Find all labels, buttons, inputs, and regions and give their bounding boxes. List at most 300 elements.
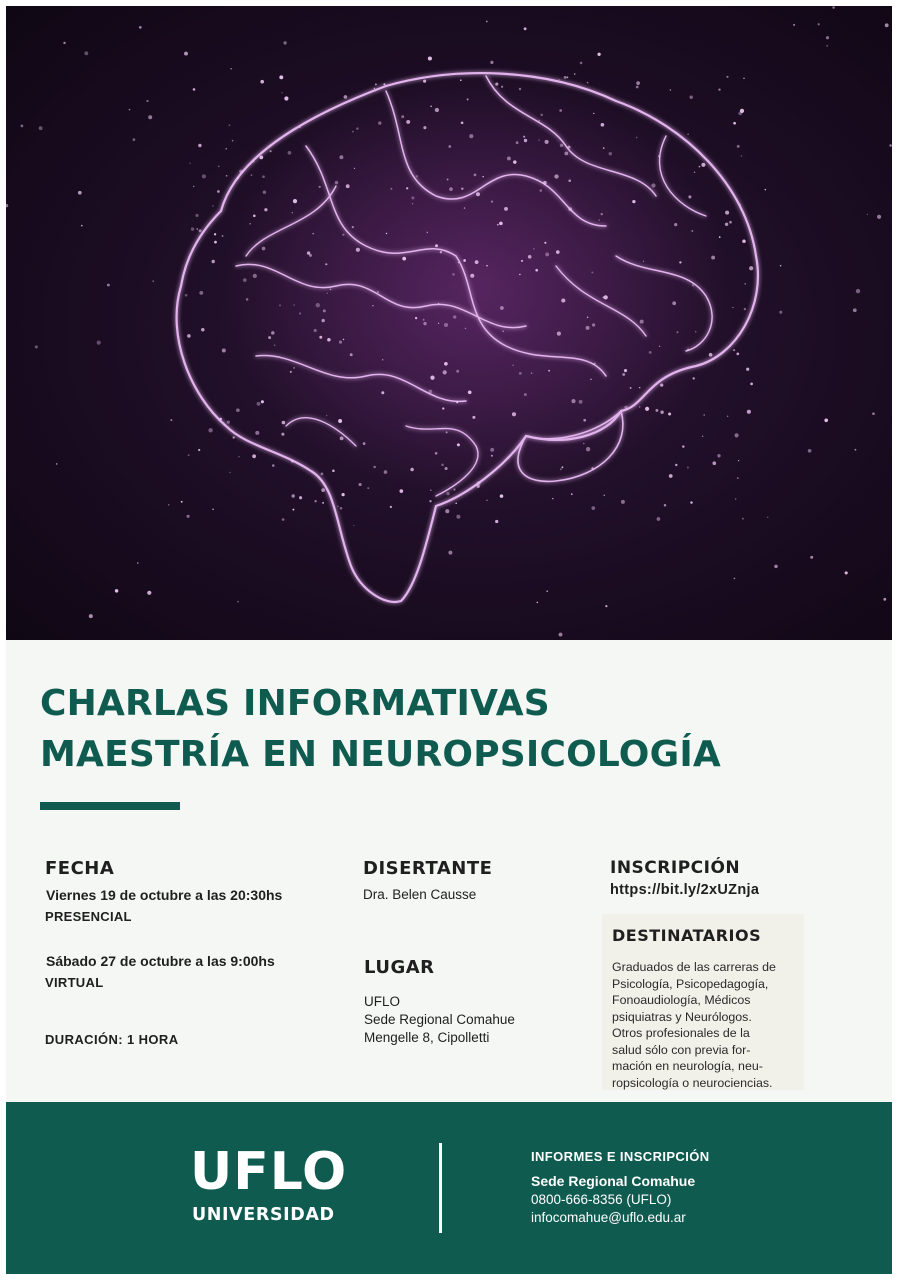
footer-email[interactable]: infocomahue@uflo.edu.ar <box>531 1210 686 1225</box>
sparkle-dot <box>733 122 736 125</box>
sparkle-dot <box>609 152 612 155</box>
sparkle-dot <box>482 176 484 178</box>
sparkle-dot <box>571 493 573 495</box>
sparkle-dot <box>350 353 353 356</box>
sparkle-dot <box>636 137 638 139</box>
sparkle-dot <box>556 250 560 254</box>
footer-sede: Sede Regional Comahue <box>531 1173 696 1189</box>
sparkle-dot <box>343 339 345 341</box>
sparkle-dot <box>63 42 65 44</box>
sparkle-dot <box>643 261 644 262</box>
sparkle-dot <box>477 481 481 485</box>
destinatarios-line: Otros profesionales de la <box>612 1026 750 1040</box>
sparkle-dot <box>605 605 607 607</box>
sparkle-dot <box>853 308 857 312</box>
sparkle-dot <box>539 189 542 192</box>
sparkle-dot <box>412 203 413 204</box>
sparkle-dot <box>170 419 172 421</box>
sparkle-dot <box>339 155 343 159</box>
sparkle-dot <box>548 370 550 372</box>
sparkle-dot <box>78 191 82 195</box>
sparkle-dot <box>263 191 266 194</box>
sparkle-dot <box>152 280 154 282</box>
sparkle-dot <box>486 500 487 501</box>
sparkle-dot <box>703 414 705 416</box>
sparkle-dot <box>427 232 429 234</box>
sparkle-dot <box>639 387 641 389</box>
sparkle-dot <box>382 359 384 361</box>
sparkle-dot <box>877 215 881 219</box>
sparkle-dot <box>690 501 692 503</box>
sparkle-dot <box>664 504 667 507</box>
lugar-line-2: Sede Regional Comahue <box>364 1012 515 1027</box>
sparkle-dot <box>467 98 469 100</box>
sparkle-dot <box>218 165 220 167</box>
sparkle-dot <box>148 115 152 119</box>
sparkle-dot <box>342 234 344 236</box>
sparkle-dot <box>316 303 320 307</box>
sparkle-dot <box>475 260 479 264</box>
sparkle-dot <box>212 508 214 510</box>
sparkle-dot <box>284 96 288 100</box>
sparkle-dot <box>327 338 331 342</box>
sparkle-dot <box>386 233 387 234</box>
lugar-line-1: UFLO <box>364 994 401 1009</box>
sparkle-dot <box>456 515 460 519</box>
sparkle-dot <box>399 489 403 493</box>
sparkle-dot <box>319 186 321 188</box>
sparkle-dot <box>375 83 377 85</box>
sparkle-dot <box>524 393 527 396</box>
sparkle-dot <box>453 489 455 491</box>
sparkle-dot <box>217 190 220 193</box>
sparkle-dot <box>184 52 188 56</box>
sparkle-dot <box>230 68 231 69</box>
sparkle-dot <box>332 470 335 473</box>
sparkle-dot <box>196 228 198 230</box>
sparkle-dot <box>455 503 457 505</box>
sparkle-dot <box>692 284 694 286</box>
sparkle-dot <box>239 170 243 174</box>
sparkle-dot <box>415 317 417 319</box>
sparkle-dot <box>312 233 314 235</box>
sparkle-dot <box>461 188 463 190</box>
sparkle-dot <box>390 506 392 508</box>
sparkle-dot <box>826 36 829 39</box>
sparkle-dot <box>35 345 38 348</box>
disertante-heading: DISERTANTE <box>363 858 493 879</box>
sparkle-dot <box>291 494 294 497</box>
sparkle-dot <box>378 121 381 124</box>
sparkle-dot <box>472 416 475 419</box>
sparkle-dot <box>383 83 385 85</box>
sparkle-dot <box>344 95 348 99</box>
brain-cerebellum <box>518 411 623 481</box>
sparkle-dot <box>261 400 264 403</box>
footer-phone[interactable]: 0800-666-8356 (UFLO) <box>531 1192 672 1207</box>
sparkle-dot <box>137 562 139 564</box>
sparkle-dot <box>279 304 281 306</box>
sparkle-dot <box>202 174 206 178</box>
sparkle-dot <box>655 409 658 412</box>
lugar-line-3: Mengelle 8, Cipolletti <box>364 1030 490 1045</box>
sparkle-dot <box>513 160 516 163</box>
sparkle-dot <box>429 500 431 502</box>
sparkle-dot <box>490 448 494 452</box>
sparkle-dot <box>237 177 239 179</box>
sparkle-dot <box>270 150 272 152</box>
sparkle-dot <box>465 328 467 330</box>
sparkle-dot <box>564 152 568 156</box>
sparkle-dot <box>352 226 354 228</box>
sparkle-dot <box>222 349 226 353</box>
sparkle-dot <box>199 291 203 295</box>
sparkle-dot <box>512 365 513 366</box>
sparkle-dot <box>740 109 744 113</box>
title-underline-bar <box>40 802 180 810</box>
fecha-date-2: Sábado 27 de octubre a las 9:00hs <box>46 953 275 969</box>
sparkle-dot <box>291 460 294 463</box>
sparkle-dot <box>238 456 239 457</box>
destinatarios-line: psiquiatras y Neurólogos. <box>612 1009 752 1024</box>
sparkle-dot <box>262 175 265 178</box>
sparkle-dot <box>449 187 453 191</box>
sparkle-dot <box>428 56 432 60</box>
sparkle-dot <box>443 370 447 374</box>
sparkle-dot <box>571 399 575 403</box>
sparkle-dot <box>632 200 635 203</box>
sparkle-dot <box>495 520 498 523</box>
sparkle-dot <box>580 62 583 65</box>
sparkle-dot <box>593 113 594 114</box>
sparkle-dot <box>299 496 302 499</box>
sparkle-dot <box>321 473 324 476</box>
sparkle-dot <box>444 323 448 327</box>
poster-title <box>40 678 721 780</box>
sparkle-dot <box>558 79 559 80</box>
sparkle-dot <box>512 412 516 416</box>
sparkle-dot <box>319 336 322 339</box>
sparkle-dot <box>323 309 326 312</box>
sparkle-dot <box>568 207 572 211</box>
sparkle-dot <box>742 518 744 520</box>
sparkle-dot <box>591 506 595 510</box>
sparkle-dot <box>507 156 511 160</box>
sparkle-dot <box>452 273 454 275</box>
sparkle-dot <box>501 86 503 88</box>
sparkle-dot <box>491 455 493 457</box>
sparkle-dot <box>374 88 375 89</box>
sparkle-dot <box>21 125 24 128</box>
sparkle-dot <box>214 241 217 244</box>
sparkle-dot <box>314 329 317 332</box>
sparkle-dot <box>889 144 892 147</box>
sparkle-dot <box>779 311 782 314</box>
sparkle-dot <box>599 219 600 220</box>
destinatarios-text <box>612 959 776 1091</box>
sparkle-dot <box>658 155 660 157</box>
sparkle-dot <box>519 372 522 375</box>
sparkle-dot <box>293 199 297 203</box>
sparkle-dot <box>747 410 751 414</box>
sparkle-dot <box>500 306 504 310</box>
sparkle-dot <box>538 120 539 121</box>
sparkle-dot <box>561 466 563 468</box>
sparkle-dot <box>590 379 591 380</box>
sparkle-dot <box>660 411 663 414</box>
sparkle-dot <box>402 257 406 261</box>
sparkle-dot <box>624 406 627 409</box>
sparkle-dot <box>251 174 253 176</box>
sparkle-dot <box>559 633 563 637</box>
sparkle-dot <box>603 147 605 149</box>
sparkle-dot <box>372 305 373 306</box>
sparkle-dot <box>486 21 488 23</box>
fecha-heading: FECHA <box>45 858 115 879</box>
sparkle-dot <box>630 387 632 389</box>
sparkle-dot <box>253 274 257 278</box>
sparkle-dot <box>438 303 439 304</box>
sparkle-dot <box>262 247 266 251</box>
destinatarios-line: ropsicología o neurociencias. <box>612 1075 773 1090</box>
sparkle-dot <box>749 266 753 270</box>
sparkle-dot <box>185 294 188 297</box>
sparkle-dot <box>97 341 101 345</box>
sparkle-dot <box>438 323 439 324</box>
sparkle-dot <box>845 571 848 574</box>
sparkle-dot <box>533 248 534 249</box>
sparkle-dot <box>282 421 286 425</box>
sparkle-dot <box>81 225 83 227</box>
sparkle-dot <box>725 211 729 215</box>
sparkle-dot <box>469 134 473 138</box>
sparkle-dot <box>583 419 586 422</box>
sparkle-dot <box>430 105 432 107</box>
sparkle-dot <box>477 485 480 488</box>
sparkle-dot <box>719 236 721 238</box>
destinatarios-line: Graduados de las carreras de <box>612 960 776 974</box>
sparkle-dot <box>622 373 625 376</box>
sparkle-dot <box>435 244 438 247</box>
sparkle-dot <box>601 123 605 127</box>
sparkle-dot <box>725 223 728 226</box>
sparkle-dot <box>352 131 354 133</box>
sparkle-dot <box>568 146 571 149</box>
sparkle-dot <box>743 78 745 80</box>
sparkle-dot <box>441 463 444 466</box>
sparkle-dot <box>810 556 813 559</box>
sparkle-dot <box>222 235 224 237</box>
sparkle-dot <box>199 229 202 232</box>
sparkle-dot <box>470 274 474 278</box>
sparkle-dot <box>354 168 355 169</box>
brain-illustration <box>6 6 892 640</box>
sparkle-dot <box>574 73 576 75</box>
sparkle-dot <box>740 204 742 206</box>
sparkle-dot <box>560 144 563 147</box>
sparkle-dot <box>854 449 856 451</box>
sparkle-dot <box>872 412 875 415</box>
sparkle-dot <box>461 121 464 124</box>
sparkle-dot <box>335 181 339 185</box>
destinatarios-line: Fonoaudiología, Médicos <box>612 993 751 1007</box>
sparkle-dot <box>717 454 720 457</box>
sparkle-dot <box>314 500 316 502</box>
sparkle-dot <box>279 75 283 79</box>
sparkle-dot <box>322 502 324 504</box>
sparkle-dot <box>885 23 889 27</box>
sparkle-dot <box>257 402 261 406</box>
sparkle-dot <box>687 466 689 468</box>
sparkle-dot <box>597 53 600 56</box>
sparkle-dot <box>543 181 547 185</box>
sparkle-dot <box>381 391 384 394</box>
sparkle-dot <box>129 109 131 111</box>
sparkle-dot <box>711 256 715 260</box>
sparkle-dot <box>676 331 678 333</box>
sparkle-dot <box>544 242 546 244</box>
sparkle-dot <box>660 383 663 386</box>
sparkle-dot <box>651 183 655 187</box>
sparkle-dot <box>675 464 677 466</box>
sparkle-dot <box>568 179 571 182</box>
sparkle-dot <box>212 205 214 207</box>
sparkle-dot <box>682 445 684 447</box>
sparkle-dot <box>440 251 442 253</box>
sparkle-dot <box>220 418 222 420</box>
sparkle-dot <box>363 442 366 445</box>
destinatarios-heading: DESTINATARIOS <box>612 926 762 945</box>
sparkle-dot <box>283 41 286 44</box>
sparkle-dot <box>435 452 438 455</box>
footer-divider <box>439 1143 442 1233</box>
sparkle-dot <box>709 353 713 357</box>
sparkle-dot <box>229 472 230 473</box>
sparkle-dot <box>339 341 342 344</box>
sparkle-dot <box>272 464 275 467</box>
sparkle-dot <box>657 517 661 521</box>
sparkle-dot <box>495 83 498 86</box>
sparkle-dot <box>187 515 190 518</box>
destinatarios-line: Psicología, Psicopedagogía, <box>612 976 769 991</box>
sparkle-dot <box>445 509 449 513</box>
sparkle-dot <box>448 551 452 555</box>
sparkle-dot <box>195 214 198 217</box>
sparkle-dot <box>198 144 201 147</box>
sparkle-dot <box>528 255 532 259</box>
sparkle-dot <box>253 215 256 218</box>
sparkle-dot <box>734 578 736 580</box>
sparkle-dot <box>198 449 200 451</box>
sparkle-dot <box>259 156 263 160</box>
sparkle-dot <box>253 160 255 162</box>
sparkle-dot <box>587 317 589 319</box>
sparkle-dot <box>519 274 520 275</box>
sparkle-dot <box>732 307 733 308</box>
sparkle-dot <box>586 326 590 330</box>
sparkle-dot <box>226 175 228 177</box>
sparkle-dot <box>446 431 448 433</box>
sparkle-dot <box>679 261 681 263</box>
sparkle-dot <box>340 437 344 441</box>
sparkle-dot <box>330 289 332 291</box>
sparkle-dot <box>832 6 835 9</box>
sparkle-dot <box>490 61 493 64</box>
sparkle-dot <box>521 260 523 262</box>
sparkle-dot <box>246 298 249 301</box>
sparkle-dot <box>281 92 282 93</box>
sparkle-dot <box>453 315 456 318</box>
sparkle-dot <box>670 89 671 90</box>
sparkle-dot <box>191 227 194 230</box>
sparkle-dot <box>232 140 234 142</box>
sparkle-dot <box>341 493 344 496</box>
inscripcion-link[interactable]: https://bit.ly/2xUZnja <box>610 882 760 898</box>
sparkle-dot <box>181 501 183 503</box>
sparkle-dot <box>624 369 627 372</box>
sparkle-dot <box>594 363 596 365</box>
sparkle-dot <box>457 443 460 446</box>
title-line-1: CHARLAS INFORMATIVAS <box>40 683 550 724</box>
inscripcion-heading: INSCRIPCIÓN <box>610 858 741 878</box>
sparkle-dot <box>367 487 369 489</box>
sparkle-dot <box>883 598 886 601</box>
sparkle-dot <box>359 483 362 486</box>
disertante-name: Dra. Belen Causse <box>363 887 477 902</box>
sparkle-dot <box>236 408 240 412</box>
hero-brain-image <box>6 6 892 640</box>
sparkle-dot <box>282 518 285 521</box>
sparkle-dot <box>516 141 519 144</box>
sparkle-dot <box>89 614 93 618</box>
sparkle-dot <box>559 109 562 112</box>
sparkle-dot <box>738 460 739 461</box>
sparkle-dot <box>373 466 376 469</box>
sparkle-dot <box>669 474 673 478</box>
sparkle-dot <box>460 79 462 81</box>
sparkle-dot <box>325 263 327 265</box>
sparkle-dot <box>212 260 215 263</box>
sparkle-dot <box>499 222 503 226</box>
sparkle-dot <box>356 127 359 130</box>
sparkle-dot <box>726 76 728 78</box>
sparkle-dot <box>468 390 472 394</box>
sparkle-dot <box>406 120 410 124</box>
sparkle-dot <box>687 133 689 135</box>
uflo-logo: UFLO <box>190 1142 348 1202</box>
sparkle-dot <box>338 419 342 423</box>
sparkle-dot <box>727 416 729 418</box>
sparkle-dot <box>701 163 705 167</box>
sparkle-dot <box>690 96 693 99</box>
sparkle-dot <box>446 492 449 495</box>
sparkle-dot <box>694 171 696 173</box>
sparkle-dot <box>668 412 671 415</box>
sparkle-dot <box>699 166 701 168</box>
fecha-duration: DURACIÓN: 1 HORA <box>45 1032 179 1047</box>
sparkle-dot <box>502 330 504 332</box>
sparkle-dot <box>591 271 593 273</box>
sparkle-dot <box>765 189 767 191</box>
sparkle-dot <box>636 81 640 85</box>
sparkle-dot <box>268 336 271 339</box>
sparkle-dot <box>474 174 477 177</box>
sparkle-dot <box>464 207 465 208</box>
sparkle-dot <box>227 420 230 423</box>
sparkle-dot <box>640 320 644 324</box>
sparkle-dot <box>491 200 493 202</box>
lugar-address <box>364 993 515 1047</box>
